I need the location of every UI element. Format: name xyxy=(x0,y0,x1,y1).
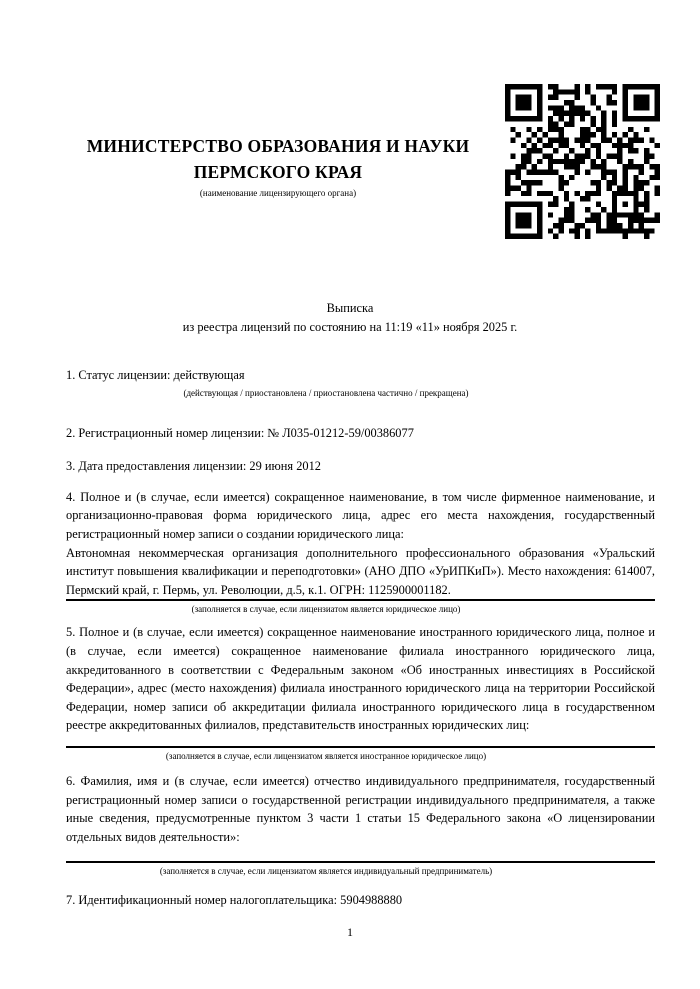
item-individual-entrepreneur xyxy=(66,772,655,877)
individual-entrepreneur-caption: (заполняется в случае, если лицензиатом является индивидуальный предприниматель) xyxy=(159,866,493,877)
foreign-entity-blank-line xyxy=(66,735,655,748)
item-legal-entity xyxy=(66,488,655,616)
extract-items xyxy=(66,366,655,910)
qr-code-image xyxy=(505,84,660,239)
document-title-line1: Выписка xyxy=(326,301,374,315)
legal-entity-value: Автономная некоммерческая организация дополнительного профессионального образования «Уральский институт повышения квалификации и переподготовки» (АНО ДПО «УрИПКиП»). Место нахождения: 614007, Пермский край, г. Пермь, ул. Революции, д.5, к.1. ОГРН: 1125900001182. xyxy=(66,545,655,597)
licensing-authority-caption: (наименование лицензирующего органа) xyxy=(199,188,357,198)
taxpayer-number-text: 7. Идентификационный номер налогоплательщика: 5904988880 xyxy=(66,893,403,908)
individual-entrepreneur-label: 6. Фамилия, имя и (в случае, если имеется) отчество индивидуального предпринимателя, государственный регистрационный номер записи о государственной регистрации индивидуального предпринимателя, а также иные сведения, предусмотренные пунктом 3 части 1 статьи 15 Федерального закона «О лицензировании отдельных видов деятельности»: xyxy=(66,773,655,844)
grant-date-text: 3. Дата предоставления лицензии: 29 июня 2012 xyxy=(66,459,322,474)
item-license-status xyxy=(66,366,655,399)
item-registration-number xyxy=(66,424,655,443)
page-number: 1 xyxy=(347,925,353,939)
license-status-text: 1. Статус лицензии: действующая xyxy=(66,368,245,382)
item-foreign-entity xyxy=(66,623,655,762)
license-status-caption: (действующая / приостановлена / приостановлена частично / прекращена) xyxy=(183,387,469,398)
legal-entity-block xyxy=(66,488,655,602)
document-title-line2: из реестра лицензий по состоянию на 11:19 «11» ноября 2025 г. xyxy=(182,319,518,334)
ministry-name-line2: ПЕРМСКОГО КРАЯ xyxy=(193,162,363,182)
ministry-name-line1: МИНИСТЕРСТВО ОБРАЗОВАНИЯ И НАУКИ xyxy=(86,136,470,156)
foreign-entity-label: 5. Полное и (в случае, если имеется) сокращенное наименование иностранного юридического лица, полное и (в случае, если имеется) сокращенное наименование филиала иностранного юридического лица, аккредитованного в соответствии с Федеральным законом «Об иностранных инвестициях в Российской Федерации», адрес (место нахождения) филиала иностранного юридического лица на территории Российской Федерации, номер записи об аккредитации филиала иностранного юридического лица в государственном реестре аккредитованных филиалов, представительств иностранных юридических лиц: xyxy=(66,625,655,733)
document-title xyxy=(0,299,700,336)
registration-number-text: 2. Регистрационный номер лицензии: № Л035-01212-59/00386077 xyxy=(66,425,414,440)
legal-entity-caption: (заполняется в случае, если лицензиатом является юридическое лицо) xyxy=(191,604,461,615)
licensing-authority-header xyxy=(66,133,490,199)
qr-code xyxy=(505,84,660,239)
foreign-entity-caption: (заполняется в случае, если лицензиатом является иностранное юридическое лицо) xyxy=(165,750,487,761)
item-taxpayer-number xyxy=(66,891,655,910)
item-grant-date xyxy=(66,457,655,476)
individual-entrepreneur-blank-line xyxy=(66,846,655,863)
legal-entity-label: 4. Полное и (в случае, если имеется) сокращенное наименование, в том числе фирменное наименование, и организационно-правовая форма юридического лица, адрес его места нахождения, государственный регистрационный номер записи о создании юридического лица: xyxy=(66,489,655,541)
